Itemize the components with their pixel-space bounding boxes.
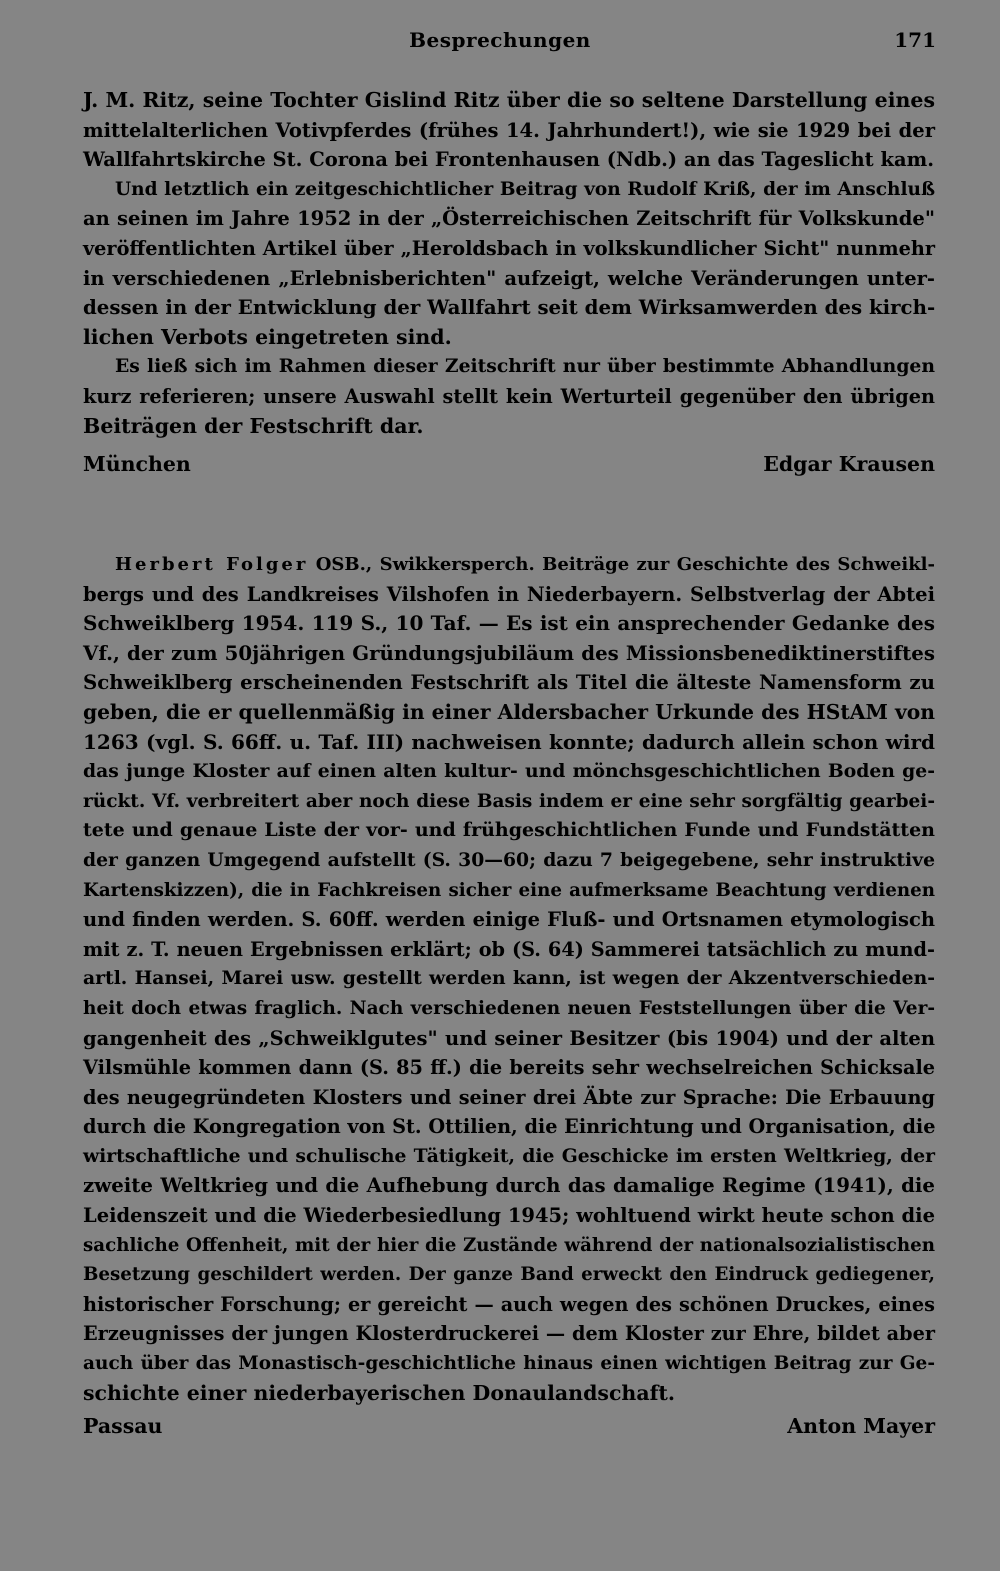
text-line: Erzeugnisses der jungen Klosterdruckerei — dem Kloster zur Ehre, bildet aber xyxy=(83,1322,935,1346)
text-line: Schweiklberg 1954. 119 S., 10 Taf. — Es ist ein ansprechender Gedanke des xyxy=(83,611,935,636)
page-header xyxy=(0,28,1000,56)
text-line: Vilsmühle kommen dann (S. 85 ff.) die bereits sehr wechselreichen Schicksale xyxy=(83,1056,935,1080)
text-line: heit doch etwas fraglich. Nach verschiedenen neuen Feststellungen über die Ver- xyxy=(83,997,935,1019)
text-line: kurz referieren; unsere Auswahl stellt kein Werturteil gegenüber den übrigen xyxy=(83,384,935,408)
text-line: zweite Weltkrieg und die Aufhebung durch das damalige Regime (1941), die xyxy=(83,1173,935,1198)
text-line: auch über das Monastisch-geschichtliche hinaus einen wichtigen Beitrag zur Ge- xyxy=(83,1353,935,1375)
page-number: 171 xyxy=(894,28,936,52)
text-line: veröffentlichten Artikel über „Heroldsbach in volkskundlicher Sicht" nunmehr xyxy=(83,236,935,260)
text-line: Schweiklberg erscheinenden Festschrift als Titel die älteste Namensform zu xyxy=(83,670,935,695)
signature-place: München xyxy=(83,452,191,476)
text-line: Wallfahrtskirche St. Corona bei Frontenhausen (Ndb.) an das Tageslicht kam. xyxy=(83,148,935,172)
text-line: dessen in der Entwicklung der Wallfahrt seit dem Wirksamwerden des kirch- xyxy=(83,295,936,320)
text-line: Vf., der zum 50jährigen Gründungsjubiläum des Missionsbenediktinerstiftes xyxy=(83,640,935,665)
text-line: Es ließ sich im Rahmen dieser Zeitschrift nur über bestimmte Abhandlungen xyxy=(115,355,935,378)
text-line: mit z. T. neuen Ergebnissen erklärt; ob (S. 64) Sammerei tatsächlich zu mund- xyxy=(83,937,935,961)
text-line: tete und genaue Liste der vor- und frühgeschichtlichen Funde und Fundstätten xyxy=(83,819,935,842)
review-1-signature xyxy=(83,452,935,482)
text-line: Und letztlich ein zeitgeschichtlicher Beitrag von Rudolf Kriß, der im Anschluß xyxy=(115,178,935,200)
text-line: sachliche Offenheit, mit der hier die Zustände während der nationalsozialistischen xyxy=(83,1234,935,1256)
text-line: geben, die er quellenmäßig in einer Aldersbacher Urkunde des HStAM von xyxy=(83,699,935,724)
text-line: und finden werden. S. 60ff. werden einige Fluß- und Ortsnamen etymologisch xyxy=(83,908,935,932)
text-line: historischer Forschung; er gereicht — auch wegen des schönen Druckes, eines xyxy=(83,1292,935,1316)
text-line: artl. Hansei, Marei usw. gestellt werden kann, ist wegen der Akzentverschieden- xyxy=(83,967,935,990)
text-line: gangenheit des „Schweiklgutes" und seiner Besitzer (bis 1904) und der alten xyxy=(83,1026,935,1050)
running-head: Besprechungen xyxy=(409,28,591,52)
text-line: durch die Kongregation von St. Ottilien, die Einrichtung und Organisation, die xyxy=(83,1115,936,1139)
text-line: schichte einer niederbayerischen Donaulandschaft. xyxy=(83,1380,676,1405)
text-line: Beiträgen der Festschrift dar. xyxy=(83,413,424,438)
text-line xyxy=(83,550,935,580)
signature-place: Passau xyxy=(83,1414,163,1438)
reviewed-author: Herbert Folger xyxy=(115,554,309,575)
text-line-rest: OSB., Swikkersperch. Beiträge zur Geschichte des Schweikl- xyxy=(315,554,935,575)
text-line: das junge Kloster auf einen alten kultur- und mönchsgeschichtlichen Boden ge- xyxy=(83,760,935,783)
signature-author: Anton Mayer xyxy=(787,1414,935,1438)
text-line: an seinen im Jahre 1952 in der „Österreichischen Zeitschrift für Volkskunde" xyxy=(83,207,935,231)
text-line: lichen Verbots eingetreten sind. xyxy=(83,324,452,349)
text-line: mittelalterlichen Votivpferdes (frühes 14. Jahrhundert!), wie sie 1929 bei der xyxy=(83,118,935,142)
text-line: bergs und des Landkreises Vilshofen in Niederbayern. Selbstverlag der Abtei xyxy=(83,582,935,606)
review-2-signature xyxy=(83,1414,935,1444)
text-line: 1263 (vgl. S. 66ff. u. Taf. III) nachweisen konnte; dadurch allein schon wird xyxy=(83,729,935,754)
review-2-text xyxy=(83,550,935,1408)
text-line: J. M. Ritz, seine Tochter Gislind Ritz über die so seltene Darstellung eines xyxy=(83,88,935,112)
text-line: Leidenszeit und die Wiederbesiedlung 1945; wohltuend wirkt heute schon die xyxy=(83,1204,935,1228)
text-line: der ganzen Umgegend aufstellt (S. 30—60; dazu 7 beigegebene, sehr instruktive xyxy=(83,848,935,871)
review-1-text xyxy=(83,86,935,441)
text-line: in verschiedenen „Erlebnisberichten" aufzeigt, welche Veränderungen unter- xyxy=(83,266,935,290)
text-line: rückt. Vf. verbreitert aber noch diese Basis indem er eine sehr sorgfältig gearbei- xyxy=(83,790,935,812)
text-line: Besetzung geschildert werden. Der ganze Band erweckt den Eindruck gediegener, xyxy=(83,1264,935,1286)
text-line: des neugegründeten Klosters und seiner drei Äbte zur Sprache: Die Erbauung xyxy=(83,1085,935,1109)
text-line: wirtschaftliche und schulische Tätigkeit, die Geschicke im ersten Weltkrieg, der xyxy=(83,1144,935,1167)
text-line: Kartenskizzen), die in Fachkreisen sicher eine aufmerksame Beachtung verdienen xyxy=(83,879,935,901)
signature-author: Edgar Krausen xyxy=(763,452,935,476)
